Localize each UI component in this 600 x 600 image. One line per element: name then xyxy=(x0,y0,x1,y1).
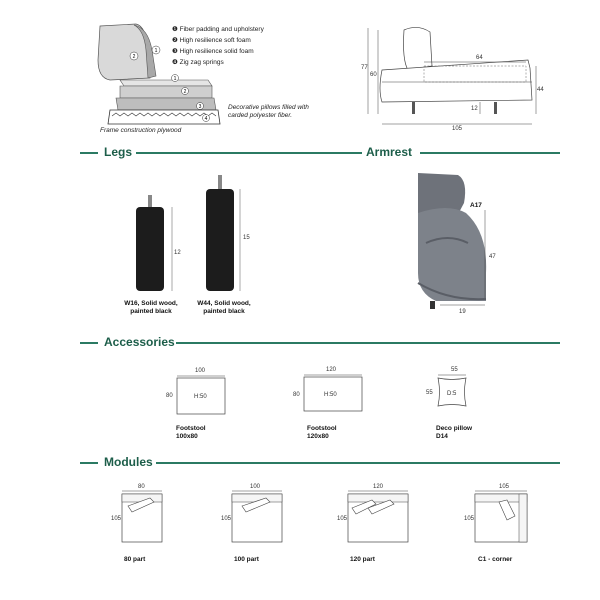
svg-text:2: 2 xyxy=(132,54,136,60)
module-width: 100 xyxy=(250,484,261,490)
construction-legend xyxy=(172,25,264,66)
dim-leg-height: 12 xyxy=(471,106,478,112)
dim-depth: 105 xyxy=(452,126,463,132)
module-depth: 105 xyxy=(221,516,232,522)
module-width: 105 xyxy=(499,484,510,490)
accessory-depth: 55 xyxy=(426,390,433,396)
module-caption: C1 - corner xyxy=(478,556,513,563)
divider xyxy=(420,152,560,154)
svg-text:1: 1 xyxy=(154,48,158,54)
divider xyxy=(156,462,560,464)
accessory-depth: 80 xyxy=(166,393,173,399)
svg-text:4: 4 xyxy=(204,116,208,122)
svg-text:1: 1 xyxy=(173,76,177,82)
module-width: 80 xyxy=(138,484,145,490)
svg-text:2: 2 xyxy=(183,89,187,95)
module-caption: 120 part xyxy=(350,556,375,563)
accessory-inner: D:5 xyxy=(447,391,457,397)
module-100 xyxy=(232,490,287,545)
accessory-width: 100 xyxy=(195,368,206,374)
divider xyxy=(80,152,98,154)
dim-height-back: 60 xyxy=(370,72,377,78)
frame-note: Frame construction plywood xyxy=(100,127,182,134)
accessory-caption: Footstool 100x80 xyxy=(176,425,206,440)
legend-item: ❶ Fiber padding and upholstery xyxy=(172,26,264,33)
module-120 xyxy=(348,490,413,545)
accessory-caption: Deco pillow D14 xyxy=(436,425,473,440)
armrest-width: 19 xyxy=(459,309,466,315)
module-depth: 105 xyxy=(337,516,348,522)
leg-w16-height: 12 xyxy=(174,250,181,256)
armrest-code: A17 xyxy=(470,202,482,209)
pillow-note: Decorative pillows filled with carded polyester fiber. xyxy=(228,104,309,119)
module-caption: 100 part xyxy=(234,556,259,563)
accessory-inner: H:50 xyxy=(194,394,207,400)
accessory-caption: Footstool 120x80 xyxy=(307,425,337,440)
leg-w16 xyxy=(132,195,192,295)
accessory-width: 55 xyxy=(451,367,458,373)
accessory-inner: H:50 xyxy=(324,392,337,398)
armrest-dim-lines xyxy=(440,210,500,320)
legs-heading: Legs xyxy=(104,145,133,159)
modules-heading: Modules xyxy=(104,455,153,469)
legend-item: ❸ High resilience solid foam xyxy=(172,48,254,55)
armrest-height: 47 xyxy=(489,254,496,260)
dim-seat-depth: 64 xyxy=(476,55,483,61)
module-corner xyxy=(475,490,535,545)
dim-height-total: 77 xyxy=(361,65,368,71)
divider xyxy=(136,152,362,154)
accessories-heading: Accessories xyxy=(104,335,175,349)
leg-w44-height: 15 xyxy=(243,235,250,241)
divider xyxy=(80,342,98,344)
sofa-side-view xyxy=(360,20,550,140)
svg-text:3: 3 xyxy=(198,104,202,110)
divider xyxy=(80,462,98,464)
leg-w16-caption: W16, Solid wood, painted black xyxy=(124,300,178,315)
module-width: 120 xyxy=(373,484,384,490)
divider xyxy=(176,342,560,344)
armrest-heading: Armrest xyxy=(366,145,413,159)
accessory-depth: 80 xyxy=(293,392,300,398)
dim-seat-height: 44 xyxy=(537,87,544,93)
module-depth: 105 xyxy=(111,516,122,522)
legend-item: ❷ High resilience soft foam xyxy=(172,37,251,44)
leg-w44-caption: W44, Solid wood, painted black xyxy=(197,300,251,315)
leg-w44 xyxy=(206,175,266,295)
legend-item: ❹ Zig zag springs xyxy=(172,59,224,66)
module-80 xyxy=(122,490,167,545)
module-depth: 105 xyxy=(464,516,475,522)
module-caption: 80 part xyxy=(124,556,146,563)
accessory-width: 120 xyxy=(326,367,337,373)
